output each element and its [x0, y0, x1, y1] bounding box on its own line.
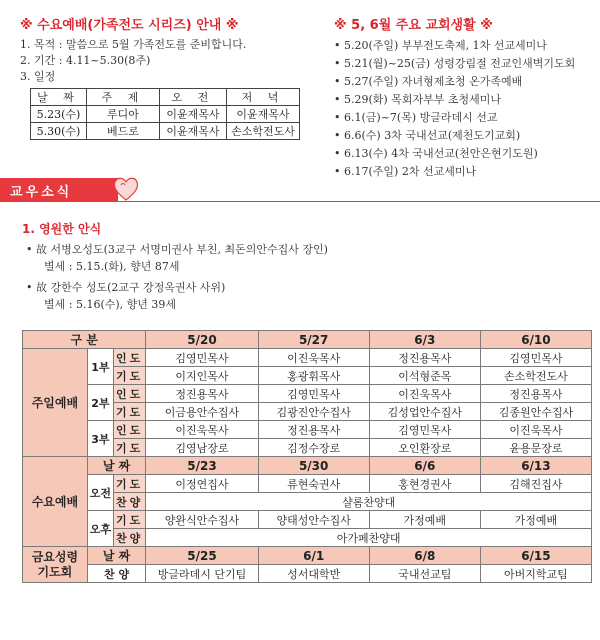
cell: 정진용목사 — [146, 385, 258, 403]
cell: 루디아 — [86, 106, 159, 123]
cell: 김영민목사 — [258, 385, 369, 403]
bullet: • — [26, 281, 33, 294]
cell: 손소학전도사 — [226, 123, 299, 140]
table-row — [31, 123, 300, 140]
cell: 류현숙권사 — [258, 475, 369, 493]
cell: 성서대학반 — [258, 565, 369, 583]
cell: 김해진집사 — [480, 475, 591, 493]
wednesday-service-label: 수요예배 — [23, 457, 88, 547]
church-life-heading: ※ 5, 6월 주요 교회생활 ※ — [334, 18, 493, 33]
list-item: • 5.21(월)~25(금) 성령강림절 전교인새벽기도회 — [334, 55, 594, 73]
cell: 김광진안수집사 — [258, 403, 369, 421]
wednesday-date: 6/13 — [480, 457, 591, 475]
table-row — [23, 421, 592, 439]
prayer-label: 기도 — [114, 439, 146, 457]
cell: 윤용문장로 — [480, 439, 591, 457]
friday-date: 6/8 — [369, 547, 480, 565]
lead-label: 인도 — [114, 421, 146, 439]
cell: 김영남장로 — [146, 439, 258, 457]
prayer-label: 기도 — [114, 403, 146, 421]
table-row — [23, 547, 592, 565]
sunday-date: 5/27 — [258, 331, 369, 349]
choir-label: 찬양 — [114, 493, 146, 511]
banner-title: 교우소식 — [10, 185, 73, 200]
cell: 이윤재목사 — [159, 106, 226, 123]
list-item: • 6.6(수) 3차 국내선교(제천도기교회) — [334, 127, 594, 145]
cell: 아버지학교팀 — [480, 565, 591, 583]
part-label: 2부 — [87, 385, 113, 421]
cell: 이금용안수집사 — [146, 403, 258, 421]
list-item: • 6.17(주일) 2차 선교세미나 — [334, 163, 594, 181]
wednesday-series-heading: ※ 수요예배(가족전도 시리즈) 안내 ※ — [20, 18, 239, 33]
col-date: 날 짜 — [31, 89, 87, 106]
friday-label-line: 금요성령 — [31, 549, 79, 564]
cell: 이지인목사 — [146, 367, 258, 385]
cell: 김영민목사 — [146, 349, 258, 367]
afternoon-label: 오후 — [87, 511, 113, 547]
table-header-row — [23, 331, 592, 349]
cell: 양완식안수집사 — [146, 511, 258, 529]
cell: 정진용목사 — [258, 421, 369, 439]
cell: 정진용목사 — [480, 385, 591, 403]
cell: 김영민목사 — [480, 349, 591, 367]
table-row — [23, 385, 592, 403]
cell: 5.23(수) — [31, 106, 87, 123]
choir-label: 찬양 — [114, 529, 146, 547]
sunday-service-label: 주일예배 — [23, 349, 88, 457]
table-row — [23, 349, 592, 367]
church-life-notice — [334, 14, 594, 181]
cell: 이윤재목사 — [226, 106, 299, 123]
part-label: 3부 — [87, 421, 113, 457]
date-label: 날 짜 — [87, 547, 146, 565]
date-label: 날 짜 — [87, 457, 146, 475]
cell: 손소학전도사 — [480, 367, 591, 385]
obituary-text: 故 강한수 성도(2교구 강정옥권사 사위) — [36, 281, 226, 294]
lead-label: 인도 — [114, 385, 146, 403]
table-header-row — [31, 89, 300, 106]
obituary-text: 故 서병오성도(3교구 서명미권사 부친, 최돈의안수집사 장인) — [36, 243, 328, 256]
cell: 이진욱목사 — [480, 421, 591, 439]
prayer-label: 기도 — [114, 367, 146, 385]
news-subtitle: 1. 영원한 안식 — [22, 222, 102, 236]
banner-rule — [118, 201, 600, 202]
sunday-date: 5/20 — [146, 331, 258, 349]
cell: 5.30(수) — [31, 123, 87, 140]
praise-label: 찬 양 — [87, 565, 146, 583]
period-line: 2. 기간 : 4.11~5.30(8주) — [20, 54, 151, 67]
wednesday-date: 5/23 — [146, 457, 258, 475]
cell: 방글라데시 단기팀 — [146, 565, 258, 583]
bullet: • — [26, 243, 33, 256]
table-row — [23, 565, 592, 583]
cell: 홍광휘목사 — [258, 367, 369, 385]
sunday-date: 6/3 — [369, 331, 480, 349]
col-topic: 주 제 — [86, 89, 159, 106]
cell: 홍현경권사 — [369, 475, 480, 493]
cell: 국내선교팀 — [369, 565, 480, 583]
cell: 이정연집사 — [146, 475, 258, 493]
table-row — [23, 457, 592, 475]
table-row — [23, 475, 592, 493]
friday-date: 6/1 — [258, 547, 369, 565]
cell: 이진욱목사 — [146, 421, 258, 439]
category-header: 구 분 — [23, 331, 146, 349]
cell: 가정예배 — [369, 511, 480, 529]
lead-label: 인도 — [114, 349, 146, 367]
cell: 김성업안수집사 — [369, 403, 480, 421]
wednesday-date: 6/6 — [369, 457, 480, 475]
purpose-line: 1. 목적 : 말씀으로 5월 가족전도를 준비합니다. — [20, 38, 247, 51]
wednesday-series-notice — [20, 14, 300, 140]
choir-cell: 샬롬찬양대 — [146, 493, 592, 511]
cell: 이석형준목 — [369, 367, 480, 385]
cell: 양태성안수집사 — [258, 511, 369, 529]
obituary-detail: 별세 : 5.15.(화), 향년 87세 — [44, 260, 180, 273]
cell: 이진욱목사 — [258, 349, 369, 367]
friday-date: 6/15 — [480, 547, 591, 565]
morning-label: 오전 — [87, 475, 113, 511]
col-evening: 저 녁 — [226, 89, 299, 106]
list-item: • 6.13(수) 4차 국내선교(천안은현기도원) — [334, 145, 594, 163]
choir-cell: 아가페찬양대 — [146, 529, 592, 547]
cell: 오인환장로 — [369, 439, 480, 457]
obituary-item — [22, 279, 582, 296]
table-row — [23, 511, 592, 529]
friday-date: 5/25 — [146, 547, 258, 565]
service-schedule-table — [22, 330, 592, 583]
church-life-list — [334, 37, 594, 181]
wednesday-date: 5/30 — [258, 457, 369, 475]
list-item: • 5.20(주일) 부부전도축제, 1차 선교세미나 — [334, 37, 594, 55]
part-label: 1부 — [87, 349, 113, 385]
list-item: • 5.27(주일) 자녀형제초청 온가족예배 — [334, 73, 594, 91]
obituary-detail: 별세 : 5.16(수), 향년 39세 — [44, 298, 177, 311]
prayer-label: 기도 — [114, 475, 146, 493]
cell: 김영민목사 — [369, 421, 480, 439]
table-row — [31, 106, 300, 123]
cell: 정진용목사 — [369, 349, 480, 367]
news-section — [22, 220, 582, 317]
obituary-item — [22, 241, 582, 258]
col-morning: 오 전 — [159, 89, 226, 106]
sunday-date: 6/10 — [480, 331, 591, 349]
series-schedule-table — [30, 88, 300, 140]
cell: 김정수장로 — [258, 439, 369, 457]
cell: 이진욱목사 — [369, 385, 480, 403]
schedule-line: 3. 일정 — [20, 70, 56, 83]
friday-prayer-label — [23, 547, 88, 583]
cell: 베드로 — [86, 123, 159, 140]
cell: 가정예배 — [480, 511, 591, 529]
cell: 김종원안수집사 — [480, 403, 591, 421]
cell: 이윤재목사 — [159, 123, 226, 140]
list-item: • 5.29(화) 목회자부부 초청세미나 — [334, 91, 594, 109]
prayer-label: 기도 — [114, 511, 146, 529]
friday-label-line: 기도회 — [37, 564, 73, 579]
heart-icon — [112, 176, 140, 202]
list-item: • 6.1(금)~7(목) 방글라데시 선교 — [334, 109, 594, 127]
news-banner — [0, 178, 600, 208]
